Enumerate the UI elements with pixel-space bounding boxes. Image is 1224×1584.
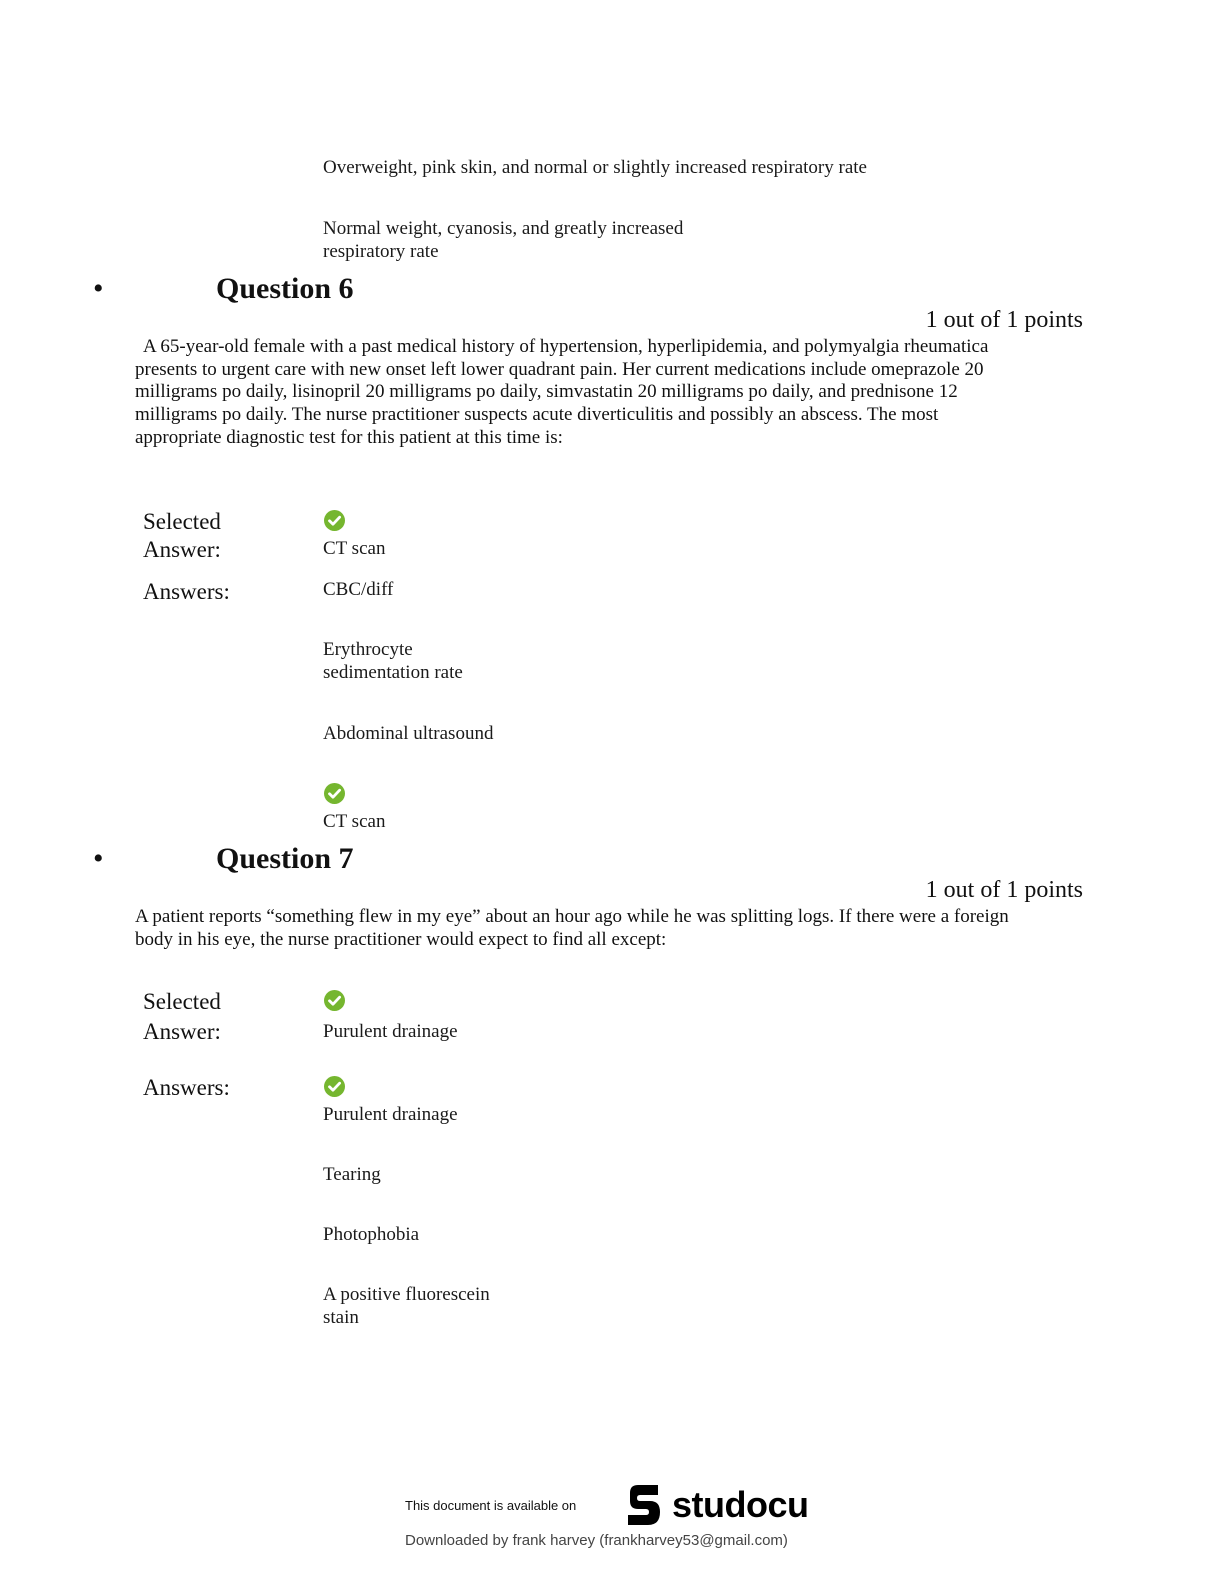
question-text: A patient reports “something flew in my eye” about an hour ago while he was splitting logs. If there were a foreign body in his eye, the nurse practitioner would expect to find all except: [135,906,1009,950]
answer-option: Erythrocyte [323,639,413,660]
answer-option: Abdominal ultrasound [323,723,494,744]
answer-option: respiratory rate [323,241,439,262]
answer-option: A positive fluorescein [323,1284,490,1305]
bullet: • [93,842,104,875]
question-title: Question 6 [216,272,354,305]
answer-option: CBC/diff [323,579,394,600]
studocu-logo-icon [620,1481,668,1529]
answer-option: Overweight, pink skin, and normal or slightly increased respiratory rate [323,157,867,178]
points-score: 1 out of 1 points [925,307,1083,333]
answer-option: sedimentation rate [323,662,463,683]
check-circle-icon [324,1076,345,1097]
question-text: A 65-year-old female with a past medical history of hypertension, hyperlipidemia, and polymyalgia rheumatica presents to urgent care with new onset left lower quadrant pain. Her current medications include omeprazole 20 milligrams po daily, lisinopril 20 milligrams po daily, simvastatin 20 milligrams po daily, and prednisone 12 milligrams po daily. The nurse practitioner suspects acute diverticulitis and possibly an abscess. The most appropriate diagnostic test for this patient at this time is: [135,336,989,448]
bullet: • [93,272,104,305]
footer-available-text: This document is available on [405,1498,577,1513]
downloaded-by-text: Downloaded by frank harvey (frankharvey53@gmail.com) [405,1532,788,1549]
answer-option: Photophobia [323,1224,420,1245]
check-circle-icon [324,783,345,804]
answers-label: Answers: [143,1075,230,1100]
selected-answer: CT scan [323,538,386,559]
selected-answer-label: Answer: [143,1019,221,1044]
selected-answer-label: Answer: [143,537,221,562]
check-circle-icon [324,510,345,531]
answer-option: Normal weight, cyanosis, and greatly increased [323,218,684,239]
answer-option: Tearing [323,1164,381,1185]
selected-answer-label: Selected [143,509,221,534]
studocu-brand[interactable]: studocu [672,1484,809,1525]
answers-label: Answers: [143,579,230,604]
answer-option: stain [323,1307,359,1328]
selected-answer-label: Selected [143,989,221,1014]
answer-option-correct: CT scan [323,811,386,832]
question-title: Question 7 [216,842,354,875]
check-circle-icon [324,990,345,1011]
selected-answer: Purulent drainage [323,1021,458,1042]
points-score: 1 out of 1 points [925,877,1083,903]
answer-option-correct: Purulent drainage [323,1104,458,1125]
